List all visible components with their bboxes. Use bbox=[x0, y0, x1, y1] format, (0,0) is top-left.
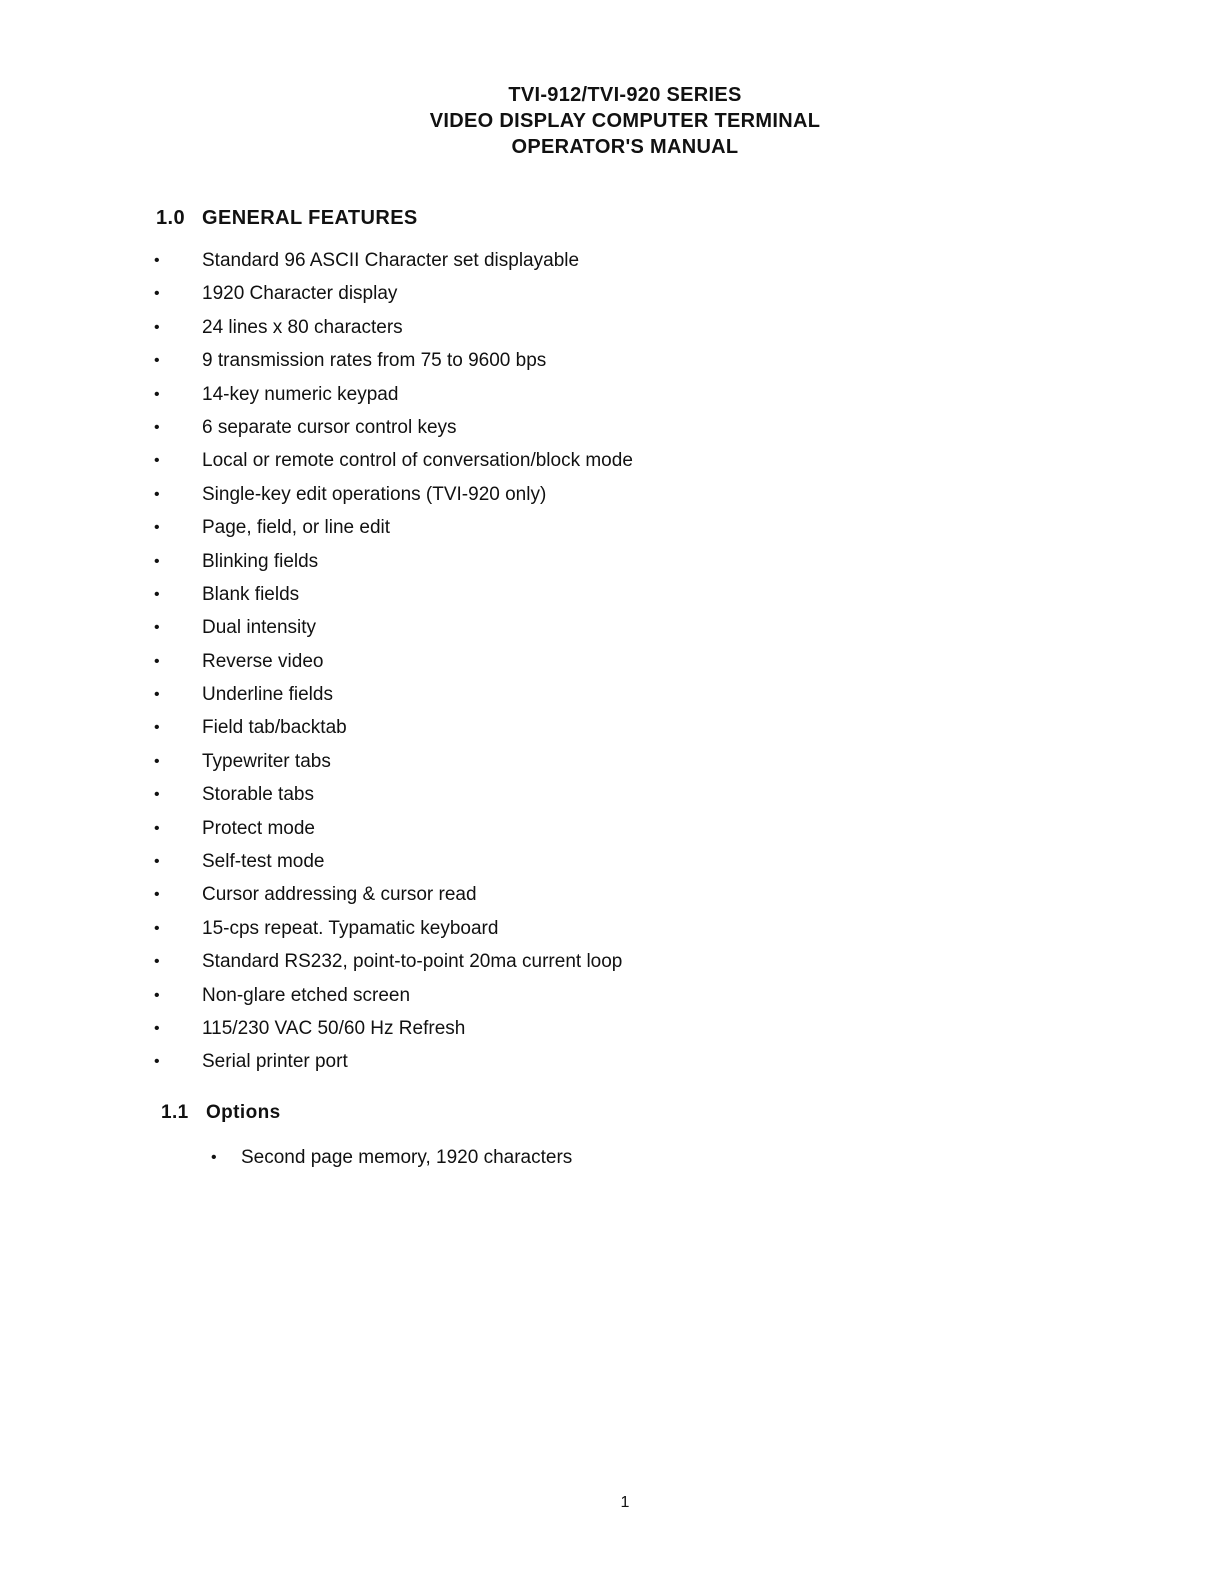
bullet-icon: • bbox=[154, 752, 160, 770]
list-item-text: Blinking fields bbox=[202, 550, 319, 572]
list-item-text: Serial printer port bbox=[202, 1051, 348, 1073]
list-item-text: 24 lines x 80 characters bbox=[202, 316, 403, 338]
bullet-icon: • bbox=[154, 853, 160, 871]
bullet-icon: • bbox=[154, 819, 160, 837]
bullet-icon: • bbox=[154, 318, 160, 336]
list-item-text: Dual intensity bbox=[202, 617, 317, 639]
bullet-icon: • bbox=[154, 953, 160, 971]
list-item-text: Self-test mode bbox=[202, 851, 325, 873]
bullet-icon: • bbox=[154, 585, 160, 603]
list-item-text: Single-key edit operations (TVI-920 only) bbox=[202, 483, 547, 505]
section-number: 1.1 bbox=[161, 1102, 189, 1123]
bullet-icon: • bbox=[154, 552, 160, 570]
bullet-icon: • bbox=[154, 1053, 160, 1071]
section-title: GENERAL FEATURES bbox=[202, 207, 418, 229]
bullet-icon: • bbox=[154, 919, 160, 937]
bullet-icon: • bbox=[154, 786, 160, 804]
list-item-text: Protect mode bbox=[202, 817, 315, 839]
list-item-text: Local or remote control of conversation/block mode bbox=[202, 450, 633, 472]
bullet-icon: • bbox=[154, 652, 160, 670]
bullet-icon: • bbox=[154, 352, 160, 370]
list-item-text: 9 transmission rates from 75 to 9600 bps bbox=[202, 350, 547, 372]
list-item-text: Underline fields bbox=[202, 684, 333, 706]
bullet-icon: • bbox=[154, 418, 160, 436]
page-number: 1 bbox=[620, 1494, 630, 1511]
bullet-icon: • bbox=[154, 886, 160, 904]
list-item-text: Standard 96 ASCII Character set displayable bbox=[202, 250, 580, 271]
list-item-text: Typewriter tabs bbox=[202, 750, 331, 772]
title-line-3: OPERATOR'S MANUAL bbox=[511, 136, 739, 158]
bullet-icon: • bbox=[154, 485, 160, 503]
list-item-text: 14-key numeric keypad bbox=[202, 383, 399, 405]
list-item-text: 15-cps repeat. Typamatic keyboard bbox=[202, 917, 499, 939]
list-item-text: 6 separate cursor control keys bbox=[202, 416, 457, 438]
title-line-2: VIDEO DISPLAY COMPUTER TERMINAL bbox=[429, 110, 821, 132]
list-item-text: 115/230 VAC 50/60 Hz Refresh bbox=[202, 1017, 466, 1039]
list-item-text: Reverse video bbox=[202, 650, 324, 672]
list-item-text: Storable tabs bbox=[202, 784, 314, 806]
section-heading-general-features bbox=[156, 207, 418, 230]
title-line-1: TVI-912/TVI-920 SERIES bbox=[508, 84, 742, 106]
list-item-text: Standard RS232, point-to-point 20ma current loop bbox=[202, 951, 623, 973]
list-item-text: Field tab/backtab bbox=[202, 717, 347, 739]
bullet-icon: • bbox=[154, 1019, 160, 1037]
list-item-text: Page, field, or line edit bbox=[202, 517, 391, 539]
bullet-icon: • bbox=[154, 285, 160, 303]
list-item-text: Second page memory, 1920 characters bbox=[241, 1147, 573, 1168]
bullet-icon: • bbox=[154, 986, 160, 1004]
bullet-icon: • bbox=[154, 686, 160, 704]
bullet-icon: • bbox=[154, 385, 160, 403]
section-heading-options bbox=[161, 1102, 281, 1124]
section-title: Options bbox=[206, 1102, 281, 1123]
document-title bbox=[0, 82, 1230, 160]
bullet-icon: • bbox=[154, 452, 160, 470]
section-number: 1.0 bbox=[156, 207, 186, 229]
list-item-text: Non-glare etched screen bbox=[202, 984, 411, 1006]
bullet-icon: • bbox=[154, 619, 160, 637]
bullet-icon: • bbox=[154, 252, 160, 269]
list-item-text: 1920 Character display bbox=[202, 283, 398, 305]
list-item-text: Cursor addressing & cursor read bbox=[202, 884, 477, 906]
bullet-icon: • bbox=[211, 1149, 217, 1166]
bullet-icon: • bbox=[154, 719, 160, 737]
list-item-text: Blank fields bbox=[202, 583, 300, 605]
bullet-icon: • bbox=[154, 519, 160, 537]
